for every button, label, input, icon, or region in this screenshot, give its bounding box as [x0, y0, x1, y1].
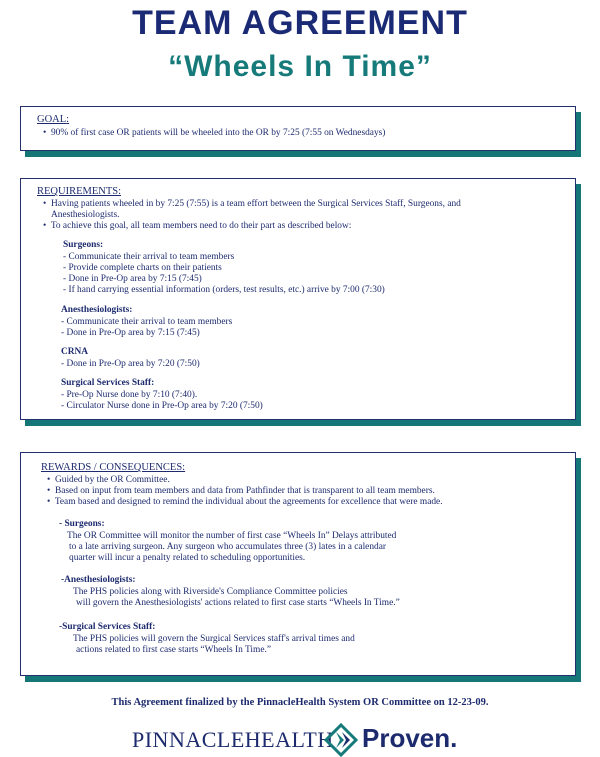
rewards-anesthesiologists-text: will govern the Anesthesiologists' actions related to first case starts “Wheels In Time.” [76, 598, 400, 608]
staff-requirement: - Pre-Op Nurse done by 7:10 (7:40). [61, 390, 198, 400]
crna-requirement: - Done in Pre-Op area by 7:20 (7:50) [61, 359, 200, 369]
surgeons-requirement: - If hand carrying essential information (orders, test results, etc.) arrive by 7:00 (7:30) [63, 285, 385, 295]
rewards-surgeons-label: - Surgeons: [59, 519, 105, 529]
anesthesiologists-requirement: - Done in Pre-Op area by 7:15 (7:45) [61, 328, 200, 338]
requirements-intro-continued: Anesthesiologists. [51, 210, 120, 220]
pinnaclehealth-logo [0, 723, 600, 755]
surgeons-requirement: - Done in Pre-Op area by 7:15 (7:45) [63, 274, 202, 284]
rewards-heading: REWARDS / CONSEQUENCES: [41, 462, 186, 473]
staff-label: Surgical Services Staff: [61, 378, 155, 388]
page-subtitle: “Wheels In Time” [168, 50, 432, 83]
rewards-staff-text: The PHS policies will govern the Surgical Services staff's arrival times and [73, 634, 355, 644]
rewards-surgeons-text: to a late arriving surgeon. Any surgeon who accumulates three (3) lates in a calendar [69, 542, 386, 552]
rewards-item: • Team based and designed to remind the individual about the agreements for excellence that were made. [47, 497, 443, 507]
rewards-staff-text: actions related to first case starts “Wheels In Time.” [76, 645, 271, 655]
rewards-section [20, 452, 576, 676]
logo-wordmark: PINNACLEHEALTH [132, 727, 334, 752]
rewards-staff-label: -Surgical Services Staff: [59, 622, 156, 632]
goal-section [20, 106, 576, 151]
rewards-surgeons-text: The OR Committee will monitor the number of first case “Wheels In” Delays attributed [67, 531, 397, 541]
goal-item: • 90% of first case OR patients will be wheeled into the OR by 7:25 (7:55 on Wednesdays) [43, 128, 386, 138]
crna-label: CRNA [61, 347, 89, 357]
requirements-heading: REQUIREMENTS: [37, 186, 121, 197]
requirements-intro-item: • To achieve this goal, all team members need to do their part as described below: [43, 221, 352, 231]
staff-requirement: - Circulator Nurse done in Pre-Op area by 7:20 (7:50) [61, 401, 263, 411]
surgeons-requirement: - Communicate their arrival to team members [63, 252, 235, 262]
rewards-anesthesiologists-label: -Anesthesiologists: [61, 575, 136, 585]
agreement-footer-note: This Agreement finalized by the PinnacleHealth System OR Committee on 12-23-09. [111, 697, 489, 708]
requirements-intro-item: • Having patients wheeled in by 7:25 (7:55) is a team effort between the Surgical Services Staff, Surgeons, and [43, 199, 461, 209]
page-title: TEAM AGREEMENT [132, 4, 468, 42]
surgeons-requirement: - Provide complete charts on their patients [63, 263, 222, 273]
rewards-surgeons-text: quarter will incur a penalty related to scheduling opportunities. [69, 553, 306, 563]
requirements-section [20, 178, 576, 420]
chevron-diamond-icon [324, 723, 358, 757]
rewards-item: • Based on input from team members and data from Pathfinder that is transparent to all team members. [47, 486, 435, 496]
anesthesiologists-label: Anesthesiologists: [61, 305, 133, 315]
logo-tagline: Proven. [362, 723, 458, 753]
rewards-item: • Guided by the OR Committee. [47, 475, 170, 485]
anesthesiologists-requirement: - Communicate their arrival to team members [61, 317, 233, 327]
surgeons-label: Surgeons: [63, 240, 104, 250]
goal-heading: GOAL: [37, 114, 70, 125]
rewards-anesthesiologists-text: The PHS policies along with Riverside's Compliance Committee policies [73, 587, 348, 597]
